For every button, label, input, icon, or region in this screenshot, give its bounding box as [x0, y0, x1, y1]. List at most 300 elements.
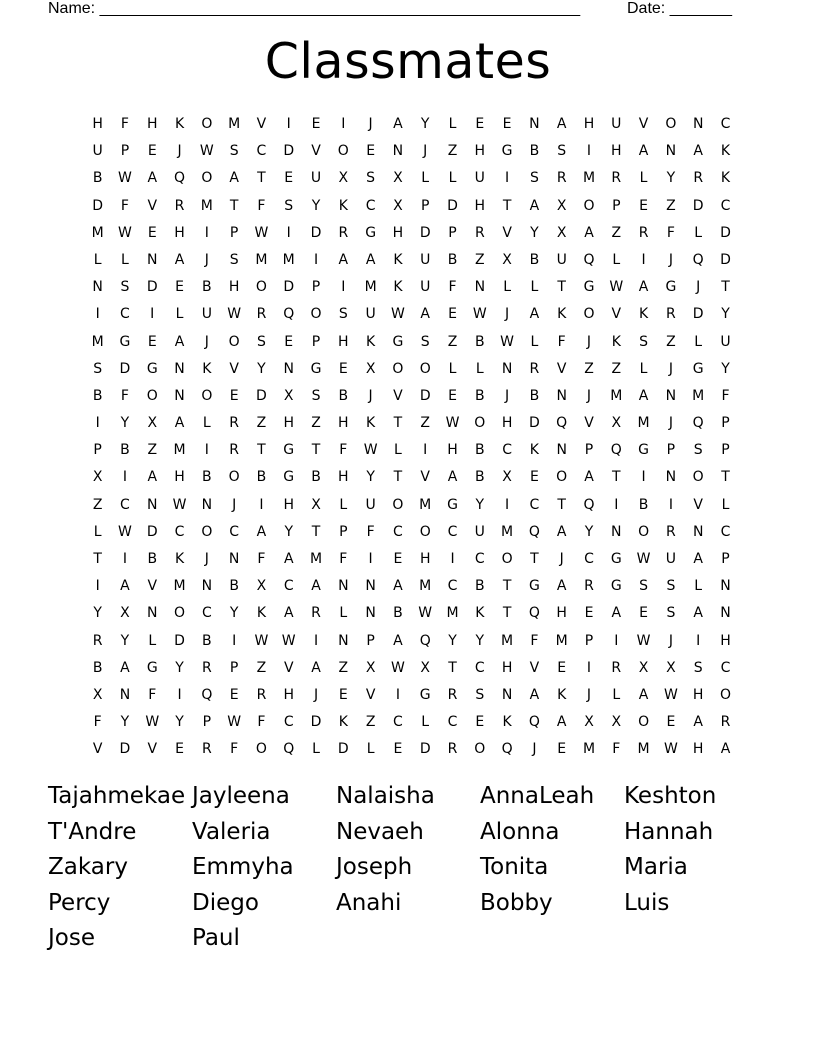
grid-row [84, 112, 744, 139]
grid-letter: D [146, 523, 158, 540]
grid-letter: I [368, 551, 373, 567]
grid-letter: W [390, 306, 405, 323]
grid-letter: K [638, 306, 649, 323]
grid-letter: B [311, 469, 321, 486]
grid-letter: T [612, 469, 621, 486]
grid-letter: B [475, 387, 485, 404]
grid-letter: N [692, 116, 704, 132]
grid-letter: U [365, 306, 376, 323]
grid-letter: P [120, 143, 130, 160]
grid-letter: N [365, 578, 376, 595]
grid-letter: F [339, 442, 348, 459]
grid-letter: K [720, 143, 731, 160]
grid-letter: K [393, 279, 403, 296]
grid-letter: Z [256, 415, 267, 432]
grid-row [84, 275, 744, 302]
grid-letter: L [503, 279, 511, 296]
grid-letter: Y [120, 415, 130, 432]
grid-letter: J [532, 741, 537, 758]
grid-letter: E [475, 116, 485, 132]
grid-letter: E [284, 333, 294, 350]
grid-letter: O [310, 306, 322, 323]
word-list-row [48, 816, 768, 852]
grid-letter: H [474, 143, 486, 160]
grid-letter: H [583, 116, 595, 132]
grid-letter: R [447, 686, 458, 703]
grid-letter: D [174, 632, 185, 649]
word-list-item: Bobby [480, 889, 553, 916]
grid-letter: X [393, 197, 403, 214]
grid-letter: K [174, 116, 185, 132]
grid-letter: O [201, 523, 213, 540]
grid-letter: H [692, 741, 704, 758]
grid-letter: T [311, 442, 321, 459]
grid-letter: Z [666, 333, 676, 350]
grid-letter: K [202, 360, 212, 377]
grid-letter: L [448, 360, 457, 377]
word-list-row [48, 780, 768, 816]
grid-letter: C [474, 659, 485, 676]
grid-letter: K [366, 333, 376, 350]
grid-letter: W [254, 632, 269, 649]
grid-letter: T [502, 197, 512, 214]
grid-letter: T [257, 442, 266, 459]
grid-letter: V [584, 415, 594, 432]
grid-letter: S [666, 605, 676, 622]
grid-letter: E [338, 360, 348, 377]
word-list-item: Joseph [336, 854, 413, 881]
grid-letter: O [201, 387, 213, 404]
grid-letter: M [582, 170, 596, 187]
grid-letter: O [583, 306, 595, 323]
grid-letter: C [393, 714, 403, 731]
grid-letter: C [120, 496, 130, 513]
grid-letter: P [612, 197, 621, 214]
grid-letter: W [118, 170, 132, 187]
grid-letter: K [611, 333, 621, 350]
grid-letter: X [256, 578, 267, 595]
grid-letter: B [202, 279, 212, 296]
grid-letter: A [338, 251, 349, 268]
word-list-item: Jose [48, 925, 95, 952]
grid-letter: A [393, 116, 403, 132]
grid-letter: X [502, 251, 512, 268]
grid-letter: A [311, 659, 321, 676]
grid-letter: N [720, 605, 731, 622]
grid-letter: I [505, 496, 510, 513]
grid-letter: G [310, 360, 322, 377]
grid-letter: D [720, 224, 731, 241]
grid-letter: I [395, 686, 400, 703]
grid-letter: T [557, 496, 566, 513]
grid-letter: E [393, 551, 403, 567]
grid-row [84, 520, 744, 547]
grid-letter: N [174, 360, 185, 377]
grid-letter: B [475, 333, 485, 350]
grid-letter: A [147, 170, 158, 187]
grid-letter: Y [175, 714, 184, 731]
grid-letter: X [283, 387, 294, 404]
grid-letter: U [720, 333, 731, 350]
grid-letter: A [693, 605, 703, 622]
grid-letter: W [390, 659, 405, 676]
grid-letter: Q [528, 523, 540, 540]
grid-letter: I [668, 496, 673, 513]
grid-letter: A [556, 523, 567, 540]
grid-letter: X [120, 605, 130, 622]
grid-letter: P [721, 551, 730, 567]
grid-letter: S [256, 333, 266, 350]
grid-letter: Z [420, 415, 430, 432]
grid-row [84, 629, 744, 656]
word-list-item: Nevaeh [336, 818, 424, 845]
grid-letter: M [637, 415, 650, 432]
grid-letter: X [147, 415, 158, 432]
grid-letter: N [501, 686, 513, 703]
grid-letter: F [120, 387, 129, 404]
grid-letter: W [254, 224, 269, 241]
grid-letter: Z [256, 659, 267, 676]
grid-letter: Z [92, 496, 103, 513]
grid-letter: C [502, 442, 512, 459]
grid-letter: H [174, 224, 185, 241]
grid-letter: W [145, 714, 160, 731]
grid-letter: S [639, 333, 649, 350]
grid-letter: X [611, 415, 622, 432]
grid-letter: H [611, 143, 622, 160]
grid-letter: M [255, 251, 268, 268]
grid-letter: P [666, 442, 676, 459]
grid-letter: V [147, 197, 158, 214]
grid-letter: C [720, 116, 731, 132]
grid-letter: A [529, 306, 540, 323]
grid-letter: I [122, 551, 128, 567]
grid-letter: C [256, 143, 267, 160]
grid-letter: P [366, 632, 375, 649]
grid-letter: X [420, 659, 430, 676]
grid-letter: I [313, 632, 319, 649]
grid-letter: Y [475, 632, 485, 649]
grid-letter: E [229, 387, 239, 404]
grid-letter: B [92, 387, 103, 404]
grid-letter: N [692, 523, 704, 540]
grid-letter: N [228, 551, 240, 567]
grid-letter: O [201, 170, 213, 187]
grid-letter: F [721, 387, 730, 404]
grid-letter: V [256, 116, 267, 132]
grid-letter: B [475, 578, 485, 595]
grid-letter: R [611, 659, 622, 676]
grid-letter: P [584, 632, 594, 649]
grid-letter: W [199, 143, 214, 160]
grid-letter: D [419, 224, 431, 241]
grid-letter: N [119, 686, 131, 703]
grid-letter: D [419, 741, 431, 758]
grid-letter: I [286, 224, 291, 241]
grid-letter: O [474, 741, 486, 758]
grid-letter: I [150, 306, 155, 323]
grid-letter: R [611, 170, 622, 187]
grid-letter: R [666, 523, 676, 540]
grid-letter: I [122, 469, 128, 486]
grid-letter: L [721, 496, 730, 513]
grid-letter: L [366, 741, 375, 758]
grid-letter: V [638, 116, 649, 132]
grid-letter: H [146, 116, 158, 132]
grid-letter: A [693, 143, 703, 160]
grid-row [84, 302, 744, 329]
grid-letter: U [365, 496, 376, 513]
grid-letter: C [474, 551, 485, 567]
grid-letter: T [721, 469, 730, 486]
grid-letter: M [364, 279, 377, 296]
grid-letter: I [505, 170, 510, 187]
grid-letter: E [666, 714, 676, 731]
grid-letter: U [556, 251, 567, 268]
grid-letter: M [200, 197, 213, 214]
grid-letter: W [281, 632, 296, 649]
grid-letter: L [121, 251, 129, 268]
grid-letter: V [556, 360, 567, 377]
grid-letter: V [365, 686, 376, 703]
grid-letter: R [229, 442, 239, 459]
grid-letter: R [311, 605, 321, 622]
grid-letter: F [257, 714, 266, 731]
grid-letter: W [472, 306, 487, 323]
grid-letter: P [93, 442, 102, 459]
grid-letter: J [204, 333, 209, 350]
grid-letter: X [502, 469, 512, 486]
grid-letter: G [392, 333, 404, 350]
grid-letter: W [227, 306, 242, 323]
grid-letter: P [229, 659, 239, 676]
grid-letter: J [668, 251, 673, 268]
grid-letter: N [392, 143, 404, 160]
grid-letter: C [447, 714, 458, 731]
grid-letter: D [720, 251, 731, 268]
grid-letter: G [583, 279, 595, 296]
grid-letter: I [232, 632, 237, 649]
grid-letter: I [259, 496, 264, 513]
grid-letter: U [420, 251, 431, 268]
grid-letter: Z [475, 251, 485, 268]
grid-letter: G [283, 469, 295, 486]
grid-letter: I [586, 143, 592, 160]
grid-letter: V [693, 496, 703, 513]
grid-letter: U [92, 143, 103, 160]
grid-letter: W [663, 686, 678, 703]
grid-letter: H [283, 686, 294, 703]
word-search-grid [84, 112, 744, 765]
grid-letter: O [228, 333, 240, 350]
grid-letter: D [447, 197, 458, 214]
grid-letter: I [450, 551, 455, 567]
grid-letter: N [147, 496, 158, 513]
word-list-item: Valeria [192, 818, 271, 845]
grid-letter: N [147, 605, 158, 622]
grid-letter: T [257, 170, 266, 187]
grid-letter: X [393, 170, 403, 187]
grid-letter: X [556, 224, 567, 241]
grid-letter: E [175, 741, 184, 758]
grid-letter: P [311, 333, 321, 350]
grid-letter: O [174, 605, 186, 622]
grid-letter: P [420, 197, 430, 214]
grid-letter: S [693, 659, 703, 676]
grid-letter: T [393, 469, 403, 486]
grid-letter: C [174, 523, 185, 540]
grid-letter: B [92, 659, 103, 676]
grid-letter: U [420, 279, 431, 296]
grid-letter: Q [692, 251, 704, 268]
grid-letter: F [666, 224, 675, 241]
grid-letter: P [311, 279, 321, 296]
grid-letter: L [202, 415, 211, 432]
grid-letter: G [419, 686, 431, 703]
grid-letter: J [559, 551, 564, 567]
grid-letter: E [557, 659, 567, 676]
grid-letter: R [229, 415, 239, 432]
grid-letter: Y [93, 605, 102, 622]
grid-letter: X [666, 659, 676, 676]
grid-letter: I [204, 442, 209, 459]
grid-letter: L [530, 279, 539, 296]
grid-letter: T [93, 551, 102, 567]
grid-letter: Y [666, 170, 676, 187]
grid-letter: H [474, 197, 486, 214]
word-list-item: Luis [624, 889, 670, 916]
grid-letter: D [283, 279, 295, 296]
grid-letter: L [639, 170, 648, 187]
grid-letter: J [232, 496, 237, 513]
grid-letter: Q [556, 415, 568, 432]
grid-letter: K [475, 605, 485, 622]
name-field-label[interactable]: Name: ______________________________________________________ [48, 0, 581, 17]
grid-letter: E [338, 686, 348, 703]
grid-letter: X [92, 686, 103, 703]
grid-row [84, 139, 744, 166]
grid-letter: Y [448, 632, 457, 649]
grid-letter: M [228, 116, 241, 132]
grid-letter: L [93, 523, 102, 540]
grid-letter: I [177, 686, 182, 703]
grid-letter: G [447, 496, 458, 513]
grid-letter: S [693, 442, 703, 459]
grid-letter: Q [583, 251, 595, 268]
grid-letter: G [119, 333, 131, 350]
grid-letter: H [228, 279, 240, 296]
grid-letter: X [92, 469, 103, 486]
grid-letter: A [120, 578, 130, 595]
grid-letter: E [229, 686, 239, 703]
grid-letter: H [556, 605, 567, 622]
grid-letter: R [256, 686, 267, 703]
grid-letter: E [393, 741, 403, 758]
grid-letter: A [120, 659, 130, 676]
grid-row [84, 710, 744, 737]
grid-letter: E [557, 741, 567, 758]
grid-letter: D [256, 387, 267, 404]
grid-letter: V [229, 360, 239, 377]
grid-letter: G [610, 551, 622, 567]
grid-letter: Z [611, 224, 622, 241]
grid-letter: M [582, 741, 596, 758]
grid-letter: L [312, 741, 320, 758]
grid-letter: A [693, 714, 703, 731]
grid-letter: G [146, 659, 158, 676]
word-list-item: Jayleena [192, 783, 290, 809]
grid-letter: A [611, 605, 622, 622]
grid-letter: P [584, 442, 594, 459]
grid-letter: X [556, 197, 567, 214]
grid-letter: K [557, 686, 567, 703]
grid-letter: J [586, 333, 592, 350]
grid-letter: G [365, 224, 377, 241]
grid-letter: H [283, 415, 294, 432]
grid-letter: R [201, 659, 212, 676]
grid-letter: Y [257, 360, 266, 377]
grid-letter: W [663, 741, 678, 758]
grid-letter: J [368, 387, 373, 404]
grid-letter: W [445, 415, 460, 432]
grid-letter: F [530, 632, 539, 649]
grid-letter: D [692, 306, 704, 323]
grid-letter: C [529, 496, 540, 513]
grid-letter: C [393, 523, 403, 540]
grid-letter: N [501, 360, 513, 377]
grid-letter: A [311, 578, 321, 595]
grid-letter: Q [583, 496, 595, 513]
grid-letter: F [557, 333, 566, 350]
grid-letter: Y [721, 360, 730, 377]
word-list-row [48, 922, 768, 958]
date-field-label[interactable]: Date: _______ [627, 0, 732, 17]
grid-row [84, 221, 744, 248]
grid-letter: B [229, 578, 239, 595]
grid-letter: Y [721, 306, 730, 323]
grid-letter: I [95, 415, 100, 432]
grid-row [84, 737, 744, 764]
grid-letter: J [423, 143, 428, 160]
grid-letter: X [584, 714, 594, 731]
grid-letter: E [475, 714, 485, 731]
grid-letter: I [341, 279, 346, 296]
grid-letter: F [148, 686, 157, 703]
grid-letter: X [338, 170, 349, 187]
grid-letter: N [529, 116, 540, 132]
grid-letter: M [637, 741, 650, 758]
grid-letter: O [638, 523, 650, 540]
grid-letter: K [502, 714, 512, 731]
grid-letter: N [556, 387, 567, 404]
grid-letter: O [583, 197, 595, 214]
grid-letter: H [92, 116, 103, 132]
grid-letter: T [502, 605, 512, 622]
grid-letter: M [692, 387, 705, 404]
grid-letter: N [174, 387, 185, 404]
grid-letter: A [447, 469, 458, 486]
grid-letter: J [368, 116, 373, 132]
grid-letter: M [501, 632, 514, 649]
word-list-item: Tonita [480, 854, 549, 881]
grid-letter: O [638, 714, 650, 731]
grid-letter: J [668, 360, 673, 377]
grid-letter: S [311, 387, 321, 404]
grid-letter: H [419, 551, 431, 567]
grid-letter: P [721, 415, 730, 432]
grid-letter: C [283, 578, 294, 595]
grid-letter: I [313, 251, 319, 268]
